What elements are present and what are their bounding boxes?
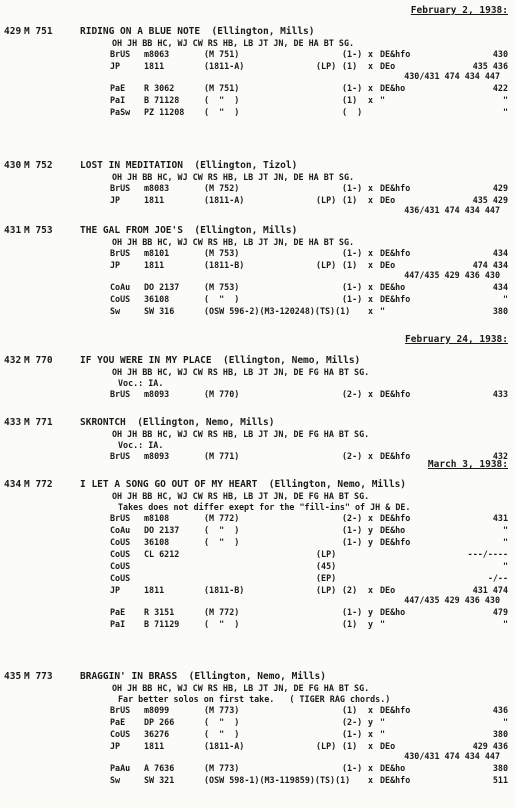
label: Sw (110, 775, 121, 785)
take-side: (1-) (342, 83, 363, 93)
soloists: DE&hfo (380, 248, 411, 258)
issue-continuation (0, 71, 508, 82)
label: BrUS (110, 389, 131, 399)
label: JP (110, 741, 121, 751)
take-mark: x (368, 705, 374, 715)
cross-reference: 474 434 (472, 260, 508, 270)
soloists: DE&hfo (380, 513, 411, 523)
issue-continuation (0, 751, 508, 762)
take-side: ( ) (342, 107, 363, 117)
take-mark: x (368, 775, 374, 785)
take-side: (1) (342, 619, 358, 629)
catalog-number: 1811 (144, 195, 165, 205)
take-mark: x (368, 741, 374, 751)
label: CoAu (110, 282, 131, 292)
cross-reference: " (502, 537, 508, 547)
label: JP (110, 585, 121, 595)
take-mark: x (368, 763, 374, 773)
reference: (M 753) (204, 282, 240, 292)
take-side: (1-) (342, 183, 363, 193)
take-mark: x (368, 585, 374, 595)
catalog-number: m8108 (144, 513, 170, 523)
cross-reference: " (502, 561, 508, 571)
catalog-number: 36108 (144, 537, 170, 547)
label: CoUS (110, 537, 131, 547)
matrix-number: M 773 (24, 671, 53, 682)
reference: (OSW 598-1)(M3-119859)(TS)(1) (204, 775, 351, 785)
take-side: (1) (342, 95, 358, 105)
cross-reference: 380 (492, 729, 508, 739)
format: (LP) (316, 61, 337, 71)
entry-note: Far better solos on first take. ( TIGER RAG chords.) (118, 694, 391, 704)
soloists: DE&hfo (380, 49, 411, 59)
personnel-line: OH JH BB HC, WJ CW RS HB, LB JT JN, DE FG HA BT SG. (112, 429, 370, 439)
soloists: DE&ho (380, 607, 406, 617)
take-mark: x (368, 183, 374, 193)
cross-reference: " (502, 717, 508, 727)
format: (LP) (316, 549, 337, 559)
issue-row (110, 619, 508, 631)
reference: ( " ) (204, 294, 240, 304)
catalog-number: CL 6212 (144, 549, 180, 559)
label: BrUS (110, 49, 131, 59)
label: BrUS (110, 183, 131, 193)
reference: (1811-B) (204, 585, 245, 595)
issue-row (110, 294, 508, 306)
soloists: " (380, 306, 386, 316)
entry-number: 429 (4, 26, 22, 37)
take-mark: x (368, 61, 374, 71)
entry-number: 435 (4, 671, 22, 682)
issue-row (110, 107, 508, 119)
cross-reference: -/-- (487, 573, 508, 583)
reference: (M 753) (204, 248, 240, 258)
catalog-number: 1811 (144, 260, 165, 270)
take-side: (1) (342, 195, 358, 205)
entry-number: 432 (4, 355, 22, 366)
entry-note: Voc.: IA. (118, 440, 164, 450)
take-mark: x (368, 451, 374, 461)
format: (LP) (316, 195, 337, 205)
take-mark: x (368, 513, 374, 523)
matrix-number: M 752 (24, 160, 53, 171)
issue-continuation (0, 270, 508, 281)
issue-row (110, 763, 508, 775)
take-mark: x (368, 49, 374, 59)
soloists: DE&hfo (380, 451, 411, 461)
issue-row (110, 537, 508, 549)
soloists: DEo (380, 260, 396, 270)
soloists: DE&hfo (380, 183, 411, 193)
take-side: (1-) (342, 763, 363, 773)
take-side: (1-) (342, 282, 363, 292)
entry-number: 433 (4, 417, 22, 428)
matrix-number: M 753 (24, 225, 53, 236)
entry-number: 430 (4, 160, 22, 171)
cross-reference: 479 (492, 607, 508, 617)
cross-reference: 431 (492, 513, 508, 523)
session-date: March 3, 1938: (427, 459, 508, 470)
cross-reference: " (502, 294, 508, 304)
cross-reference: 429 436 (472, 741, 508, 751)
catalog-number: m8101 (144, 248, 170, 258)
take-side: (1) (342, 705, 358, 715)
catalog-number: 1811 (144, 61, 165, 71)
soloists: DEo (380, 195, 396, 205)
soloists: DE&hfo (380, 705, 411, 715)
label: BrUS (110, 513, 131, 523)
issue-continuation (0, 205, 508, 216)
personnel-line: OH JH BB HC, WJ CW RS HB, LB JT JN, DE HA BT SG. (112, 172, 355, 182)
take-side: (1-) (342, 525, 363, 535)
cross-reference-continued: 447/435 429 436 430 (404, 270, 500, 280)
issue-row (110, 389, 508, 401)
cross-reference: 436 (492, 705, 508, 715)
personnel-line: OH JH BB HC, WJ CW RS HB, LB JT JN, DE HA BT SG. (112, 237, 355, 247)
take-side: (1-) (342, 49, 363, 59)
issue-row (110, 248, 508, 260)
issue-row (110, 775, 508, 787)
catalog-number: 1811 (144, 585, 165, 595)
catalog-number: DP 266 (144, 717, 175, 727)
issue-row (110, 561, 508, 573)
issue-row (110, 549, 508, 561)
cross-reference: 511 (492, 775, 508, 785)
take-side: (1-) (342, 729, 363, 739)
issue-row (110, 573, 508, 585)
matrix-number: M 751 (24, 26, 53, 37)
reference: (1811-A) (204, 741, 245, 751)
take-mark: x (368, 83, 374, 93)
label: CoUS (110, 294, 131, 304)
catalog-number: A 7636 (144, 763, 175, 773)
catalog-number: DO 2137 (144, 282, 180, 292)
format: (LP) (316, 260, 337, 270)
label: JP (110, 61, 121, 71)
take-side: (2-) (342, 389, 363, 399)
reference: (M 771) (204, 451, 240, 461)
song-title: THE GAL FROM JOE'S (Ellington, Mills) (80, 225, 298, 236)
soloists: DEo (380, 585, 396, 595)
personnel-line: OH JH BB HC, WJ CW RS HB, LB JT JN, DE FG HA BT SG. (112, 683, 370, 693)
cross-reference: 422 (492, 83, 508, 93)
soloists: DE&hfo (380, 775, 411, 785)
issue-row (110, 525, 508, 537)
label: PaE (110, 717, 126, 727)
label: PaAu (110, 763, 131, 773)
cross-reference: 434 (492, 248, 508, 258)
reference: ( " ) (204, 107, 240, 117)
take-side: (2-) (342, 451, 363, 461)
issue-row (110, 183, 508, 195)
catalog-number: 36108 (144, 294, 170, 304)
catalog-number: R 3062 (144, 83, 175, 93)
take-mark: x (368, 95, 374, 105)
take-side: (1) (342, 741, 358, 751)
cross-reference: 433 (492, 389, 508, 399)
label: PaE (110, 83, 126, 93)
take-side: (2-) (342, 717, 363, 727)
cross-reference: " (502, 619, 508, 629)
soloists: DE&hfo (380, 537, 411, 547)
label: BrUS (110, 705, 131, 715)
personnel-line: OH JH BB HC, WJ CW RS HB, LB JT JN, DE FG HA BT SG. (112, 367, 370, 377)
take-side: (2) (342, 585, 358, 595)
label: JP (110, 195, 121, 205)
soloists: " (380, 95, 386, 105)
cross-reference: 432 (492, 451, 508, 461)
reference: (1811-B) (204, 260, 245, 270)
session-date: February 2, 1938: (410, 5, 508, 16)
take-mark: x (368, 195, 374, 205)
personnel-line: OH JH BB HC, WJ CW RS HB, LB JT JN, DE HA BT SG. (112, 38, 355, 48)
cross-reference-continued: 430/431 474 434 447 (404, 71, 500, 81)
take-side: (1-) (342, 248, 363, 258)
song-title: BRAGGIN' IN BRASS (Ellington, Nemo, Mills) (80, 671, 326, 682)
catalog-number: SW 316 (144, 306, 175, 316)
take-side: (1-) (342, 294, 363, 304)
issue-row (110, 306, 508, 318)
take-mark: x (368, 260, 374, 270)
take-mark: y (368, 619, 374, 629)
cross-reference: ---/---- (467, 549, 508, 559)
reference: (M 772) (204, 513, 240, 523)
take-mark: y (368, 537, 374, 547)
format: (LP) (316, 741, 337, 751)
reference: (1811-A) (204, 61, 245, 71)
catalog-number: m8083 (144, 183, 170, 193)
cross-reference: 434 (492, 282, 508, 292)
entry-note: Voc.: IA. (118, 378, 164, 388)
catalog-number: SW 321 (144, 775, 175, 785)
label: JP (110, 260, 121, 270)
personnel-line: OH JH BB HC, WJ CW RS HB, LB JT JN, DE FG HA BT SG. (112, 491, 370, 501)
issue-row (110, 451, 508, 463)
soloists: DE&ho (380, 282, 406, 292)
catalog-number: DO 2137 (144, 525, 180, 535)
format: (EP) (316, 573, 337, 583)
issue-row (110, 729, 508, 741)
format: (LP) (316, 585, 337, 595)
entry-number: 434 (4, 479, 22, 490)
label: Sw (110, 306, 121, 316)
label: BrUS (110, 248, 131, 258)
reference: (OSW 596-2)(M3-120248)(TS)(1) (204, 306, 351, 316)
song-title: LOST IN MEDITATION (Ellington, Tizol) (80, 160, 298, 171)
reference: (M 752) (204, 183, 240, 193)
issue-row (110, 49, 508, 61)
soloists: DE&hfo (380, 294, 411, 304)
catalog-number: m8063 (144, 49, 170, 59)
reference: (M 773) (204, 705, 240, 715)
reference: ( " ) (204, 729, 240, 739)
soloists: " (380, 619, 386, 629)
label: CoUS (110, 729, 131, 739)
reference: ( " ) (204, 95, 240, 105)
reference: ( " ) (204, 525, 240, 535)
reference: (M 772) (204, 607, 240, 617)
take-side: (1) (342, 260, 358, 270)
cross-reference: " (502, 95, 508, 105)
cross-reference: 435 429 (472, 195, 508, 205)
label: PaI (110, 95, 126, 105)
take-side: (1-) (342, 607, 363, 617)
take-mark: x (368, 248, 374, 258)
take-mark: y (368, 607, 374, 617)
soloists: " (380, 717, 386, 727)
label: CoAu (110, 525, 131, 535)
format: (45) (316, 561, 337, 571)
reference: (M 770) (204, 389, 240, 399)
reference: (M 751) (204, 49, 240, 59)
cross-reference: 435 436 (472, 61, 508, 71)
label: PaE (110, 607, 126, 617)
catalog-number: m8099 (144, 705, 170, 715)
cross-reference: " (502, 107, 508, 117)
take-mark: x (368, 306, 374, 316)
matrix-number: M 770 (24, 355, 53, 366)
take-mark: y (368, 717, 374, 727)
reference: (1811-A) (204, 195, 245, 205)
issue-row (110, 705, 508, 717)
cross-reference: 380 (492, 763, 508, 773)
song-title: I LET A SONG GO OUT OF MY HEART (Ellington, Nemo, Mills) (80, 479, 407, 490)
soloists: DE&ho (380, 83, 406, 93)
issue-continuation (0, 595, 508, 606)
matrix-number: M 772 (24, 479, 53, 490)
soloists: " (380, 729, 386, 739)
reference: (M 773) (204, 763, 240, 773)
label: PaSw (110, 107, 131, 117)
issue-row (110, 717, 508, 729)
issue-row (110, 95, 508, 107)
song-title: SKRONTCH (Ellington, Nemo, Mills) (80, 417, 275, 428)
soloists: DEo (380, 741, 396, 751)
label: CoUS (110, 549, 131, 559)
take-side: (1-) (342, 537, 363, 547)
reference: ( " ) (204, 537, 240, 547)
cross-reference: 380 (492, 306, 508, 316)
cross-reference: 431 474 (472, 585, 508, 595)
issue-row (110, 513, 508, 525)
take-side: (1) (342, 61, 358, 71)
issue-row (110, 607, 508, 619)
cross-reference-continued: 447/435 429 436 430 (404, 595, 500, 605)
cross-reference: 429 (492, 183, 508, 193)
reference: ( " ) (204, 619, 240, 629)
soloists: DE&hfo (380, 389, 411, 399)
entry-note: Takes does not differ exept for the "fill-ins" of JH & DE. (118, 502, 411, 512)
take-mark: x (368, 729, 374, 739)
cross-reference-continued: 430/431 474 434 447 (404, 751, 500, 761)
reference: (M 751) (204, 83, 240, 93)
catalog-number: B 71129 (144, 619, 180, 629)
catalog-number: m8093 (144, 451, 170, 461)
catalog-number: 36276 (144, 729, 170, 739)
soloists: DE&ho (380, 763, 406, 773)
catalog-number: 1811 (144, 741, 165, 751)
label: CoUS (110, 561, 131, 571)
label: BrUS (110, 451, 131, 461)
label: PaI (110, 619, 126, 629)
song-title: RIDING ON A BLUE NOTE (Ellington, Mills) (80, 26, 315, 37)
take-mark: x (368, 294, 374, 304)
cross-reference: 430 (492, 49, 508, 59)
session-date: February 24, 1938: (405, 334, 508, 345)
label: CoUS (110, 573, 131, 583)
reference: ( " ) (204, 717, 240, 727)
song-title: IF YOU WERE IN MY PLACE (Ellington, Nemo, Mills) (80, 355, 361, 366)
entry-number: 431 (4, 225, 22, 236)
soloists: DE&ho (380, 525, 406, 535)
issue-row (110, 282, 508, 294)
cross-reference: " (502, 525, 508, 535)
matrix-number: M 771 (24, 417, 53, 428)
cross-reference-continued: 436/431 474 434 447 (404, 205, 500, 215)
catalog-number: R 3151 (144, 607, 175, 617)
take-side: (2-) (342, 513, 363, 523)
issue-row (110, 83, 508, 95)
catalog-number: m8093 (144, 389, 170, 399)
take-mark: x (368, 389, 374, 399)
catalog-number: B 71128 (144, 95, 180, 105)
take-mark: y (368, 525, 374, 535)
soloists: DEo (380, 61, 396, 71)
catalog-number: PZ 11208 (144, 107, 185, 117)
take-mark: x (368, 282, 374, 292)
